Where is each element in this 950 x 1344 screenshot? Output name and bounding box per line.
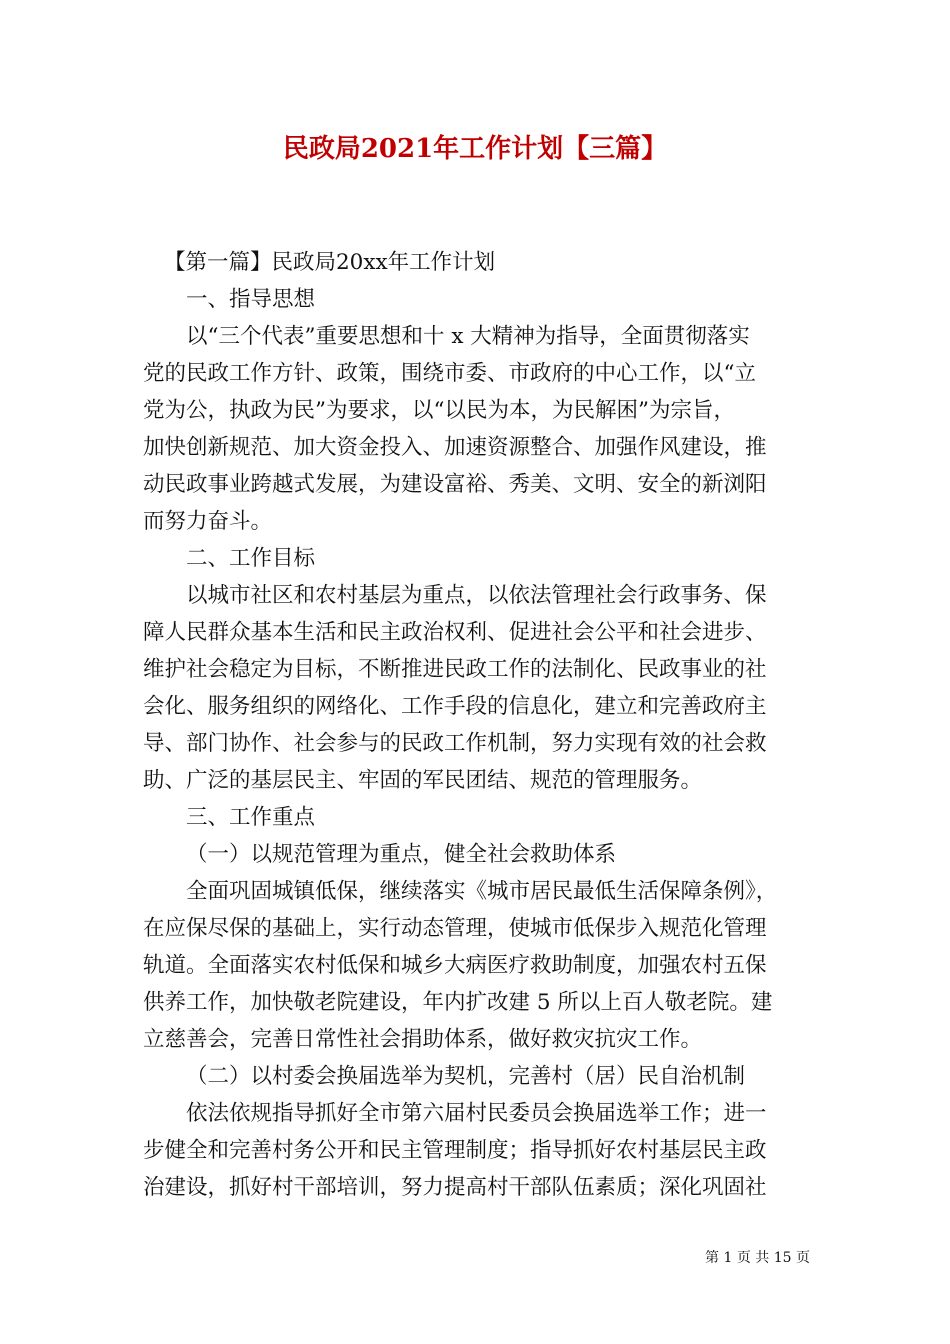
- text-line: 在应保尽保的基础上，实行动态管理，使城市低保步入规范化管理: [143, 916, 767, 941]
- document-body: [143, 244, 811, 1206]
- text-line: 依法依规指导抓好全市第六届村民委员会换届选举工作；进一: [186, 1101, 767, 1126]
- text-line: 治建设，抓好村干部培训，努力提高村干部队伍素质；深化巩固社: [143, 1175, 767, 1200]
- text-line: （二）以村委会换届选举为契机，完善村（居）民自治机制: [186, 1064, 746, 1089]
- text-line: 轨道。全面落实农村低保和城乡大病医疗救助制度，加强农村五保: [143, 953, 767, 978]
- page-number: 第 1 页 共 15 页: [705, 1250, 810, 1266]
- text-line: 动民政事业跨越式发展，为建设富裕、秀美、文明、安全的新浏阳: [143, 472, 767, 497]
- text-line: 党为公，执政为民”为要求，以“以民为本，为民解困”为宗旨，: [143, 398, 735, 423]
- text-line: 供养工作，加快敬老院建设，年内扩改建 5 所以上百人敬老院。建: [143, 990, 773, 1015]
- text-line: （一）以规范管理为重点，健全社会救助体系: [186, 842, 617, 867]
- text-line: 导、部门协作、社会参与的民政工作机制，努力实现有效的社会救: [143, 731, 767, 756]
- text-line: 三、工作重点: [186, 805, 316, 830]
- text-line: 而努力奋斗。: [143, 509, 273, 534]
- text-line: 全面巩固城镇低保，继续落实《城市居民最低生活保障条例》，: [186, 879, 778, 904]
- text-line: 助、广泛的基层民主、牢固的军民团结、规范的管理服务。: [143, 768, 703, 793]
- text-line: 二、工作目标: [186, 546, 316, 571]
- text-line: 加快创新规范、加大资金投入、加速资源整合、加强作风建设，推: [143, 435, 767, 460]
- text-line: 障人民群众基本生活和民主政治权利、促进社会公平和社会进步、: [143, 620, 767, 645]
- text-line: 维护社会稳定为目标，不断推进民政工作的法制化、民政事业的社: [143, 657, 767, 682]
- text-line: 党的民政工作方针、政策，围绕市委、市政府的中心工作，以“立: [143, 361, 756, 386]
- text-line: 立慈善会，完善日常性社会捐助体系，做好救灾抗灾工作。: [143, 1027, 703, 1052]
- document-title: 民政局2021年工作计划【三篇】: [282, 134, 668, 164]
- text-line: 会化、服务组织的网络化、工作手段的信息化，建立和完善政府主: [143, 694, 767, 719]
- text-line: 一、指导思想: [186, 287, 316, 312]
- text-line: 以城市社区和农村基层为重点，以依法管理社会行政事务、保: [186, 583, 767, 608]
- text-line: 【第一篇】民政局20xx年工作计划: [164, 250, 496, 275]
- text-line: 以“三个代表”重要思想和十 x 大精神为指导，全面贯彻落实: [186, 324, 750, 349]
- text-line: 步健全和完善村务公开和民主管理制度；指导抓好农村基层民主政: [143, 1138, 767, 1163]
